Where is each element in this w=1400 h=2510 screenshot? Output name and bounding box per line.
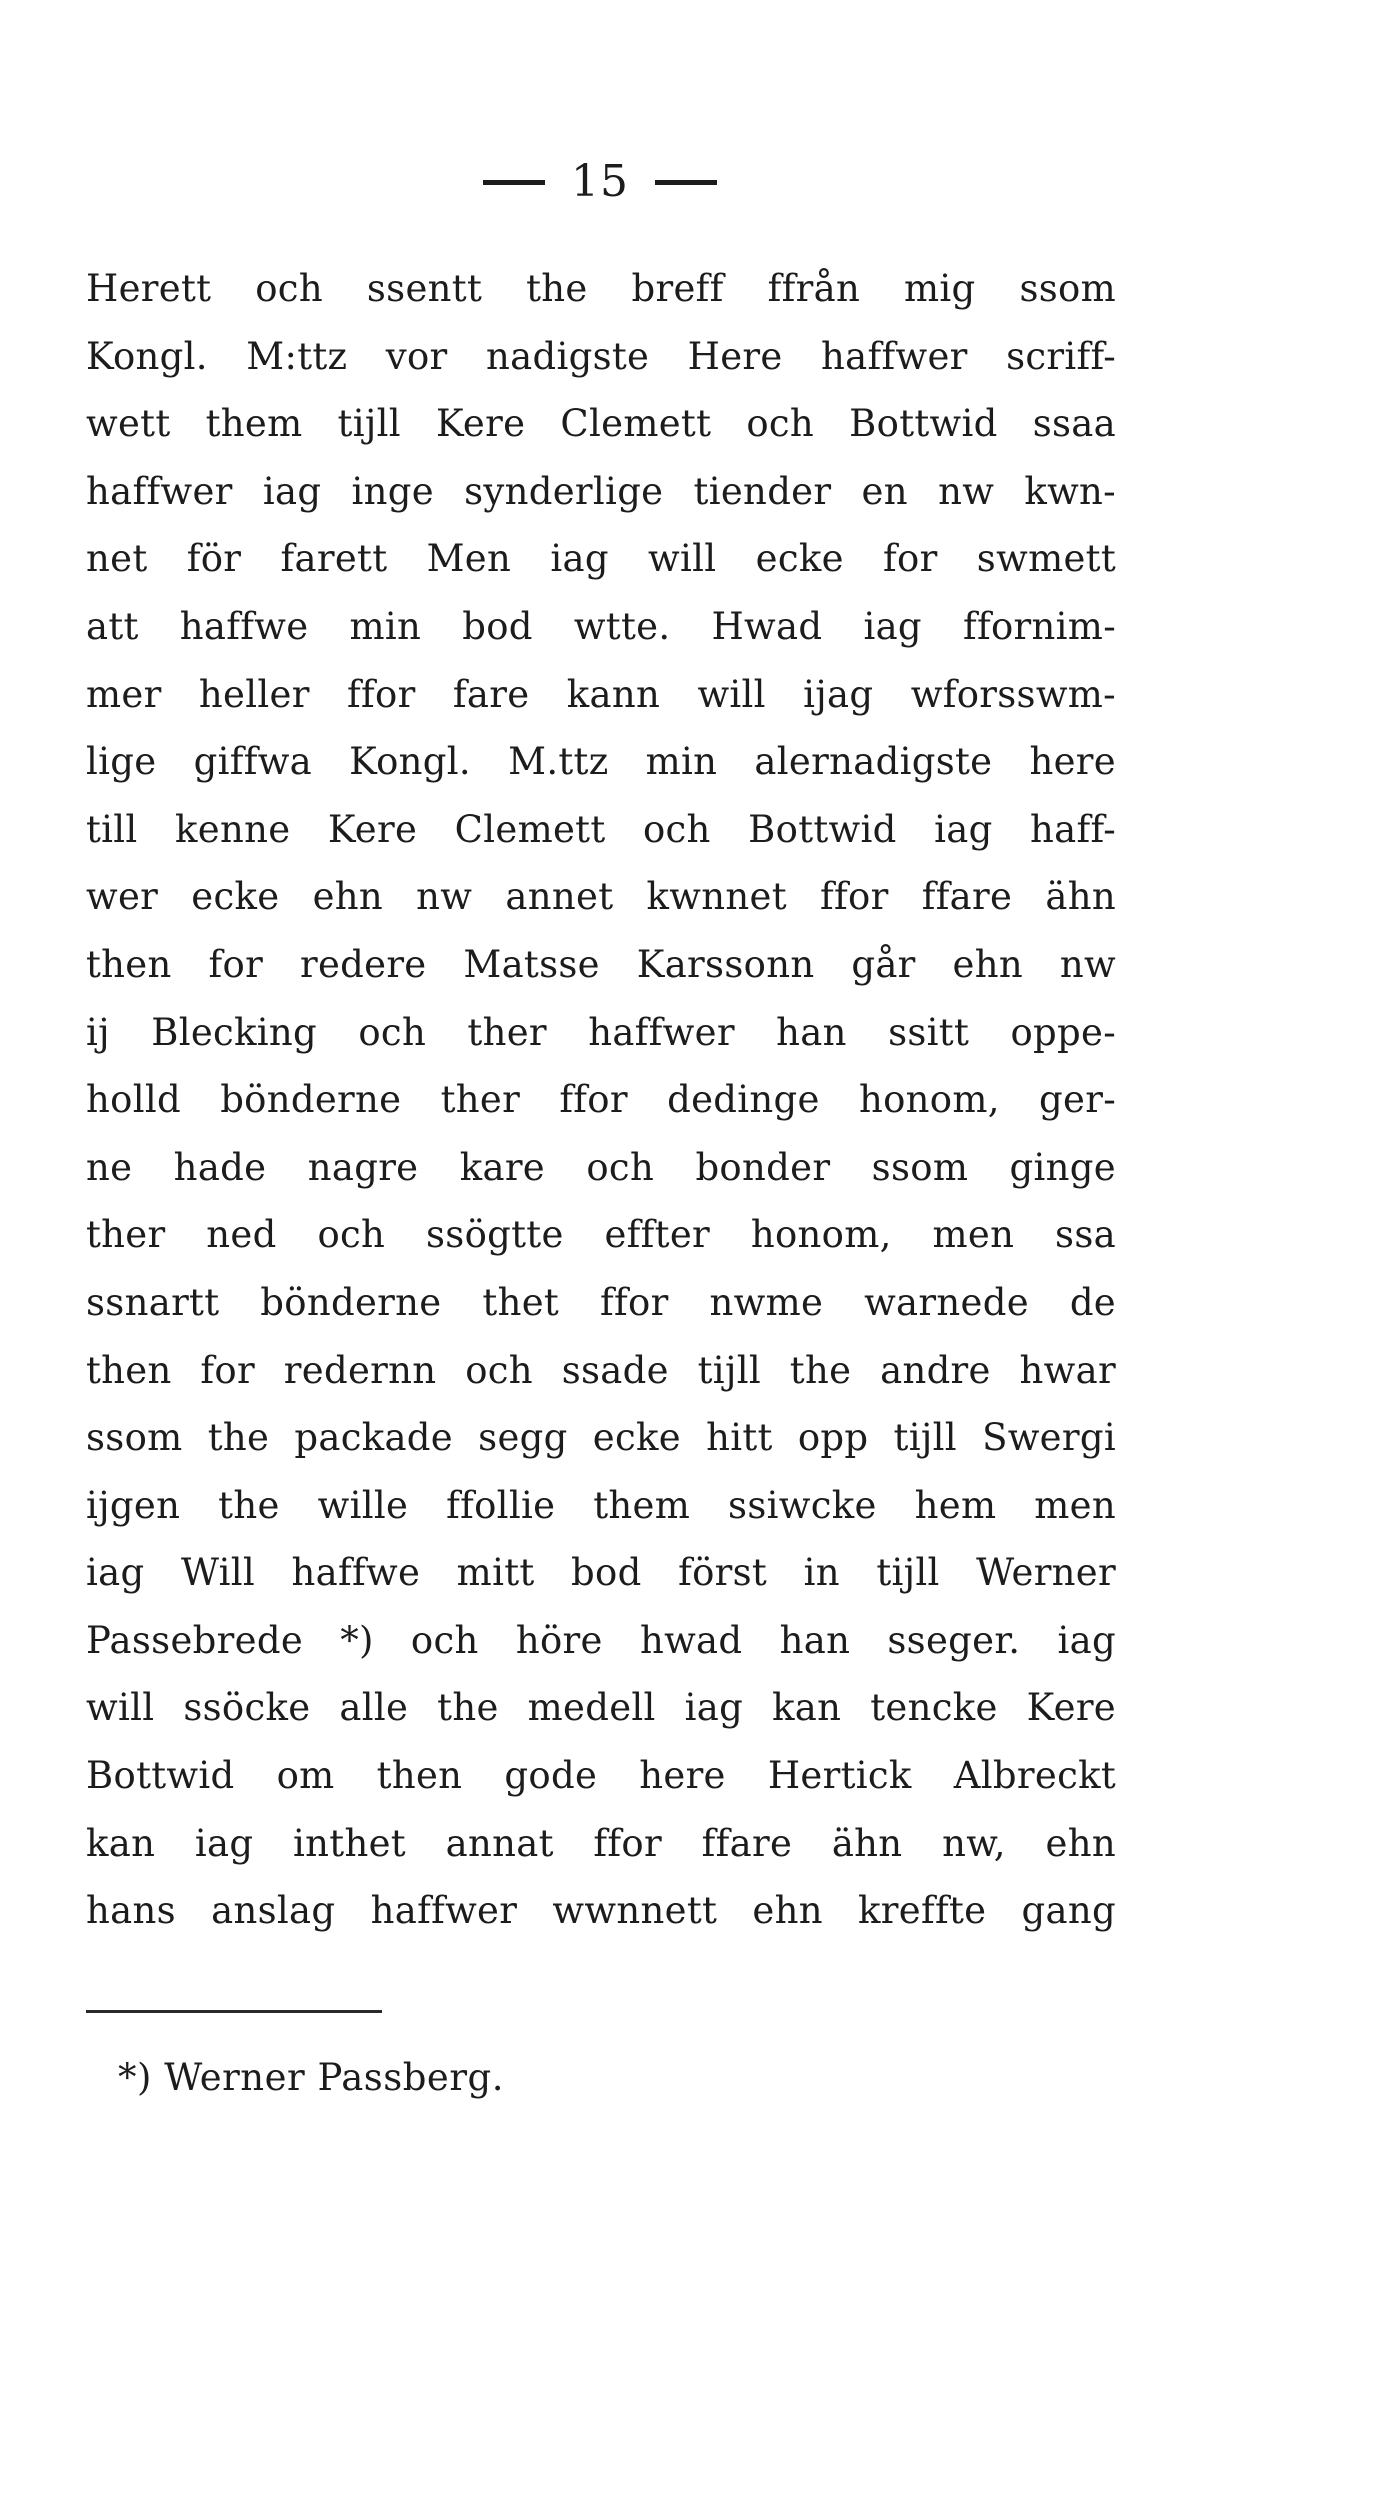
text-line: then for redernn och ssade tijll the andre hwar: [86, 1348, 1116, 1392]
text-line: wer ecke ehn nw annet kwnnet ffor ffare ähn: [86, 875, 1116, 919]
text-line: Passebrede *) och höre hwad han sseger. iag: [86, 1618, 1116, 1662]
text-line: ther ned och ssögtte effter honom, men ssa: [86, 1213, 1116, 1257]
text-line: ssom the packade segg ecke hitt opp tijll Swergi: [86, 1416, 1116, 1460]
text-line: Kongl. M:ttz vor nadigste Here haffwer scriff-: [86, 334, 1116, 378]
page-header: [400, 152, 800, 212]
text-line: holld bönderne ther ffor dedinge honom, ger-: [86, 1078, 1116, 1122]
footnote: [118, 2048, 504, 2108]
text-line: ijgen the wille ffollie them ssiwcke hem men: [86, 1483, 1116, 1527]
text-line: iag Will haffwe mitt bod först in tijll Werner: [86, 1551, 1116, 1595]
text-line: wett them tijll Kere Clemett och Bottwid ssaa: [86, 402, 1116, 446]
header-right-rule: [655, 180, 717, 185]
text-line: Herett och ssentt the breff ffrån mig ssom: [86, 267, 1116, 310]
header-left-rule: [483, 180, 545, 185]
text-line: net för farett Men iag will ecke for swmett: [86, 537, 1116, 581]
text-line: will ssöcke alle the medell iag kan tencke Kere: [86, 1686, 1116, 1730]
footnote-text: Werner Passberg.: [164, 2056, 504, 2099]
page-number: 15: [571, 156, 629, 207]
text-line: mer heller ffor fare kann will ijag wforsswm-: [86, 672, 1116, 716]
text-line: ssnartt bönderne thet ffor nwme warnede de: [86, 1280, 1116, 1324]
footnote-marker: *): [118, 2056, 152, 2099]
footnote-divider: [86, 2010, 382, 2013]
text-line: hans anslag haffwer wwnnett ehn kreffte gang: [86, 1889, 1116, 1933]
body-text: [86, 255, 1116, 1945]
text-line: lige giffwa Kongl. M.ttz min alernadigste here: [86, 740, 1116, 784]
text-line: ne hade nagre kare och bonder ssom ginge: [86, 1145, 1116, 1189]
text-line: Bottwid om then gode here Hertick Albreckt: [86, 1754, 1116, 1798]
text-line: kan iag inthet annat ffor ffare ähn nw, ehn: [86, 1821, 1116, 1865]
text-line: ij Blecking och ther haffwer han ssitt oppe-: [86, 1010, 1116, 1054]
text-line: att haffwe min bod wtte. Hwad iag ffornim-: [86, 604, 1116, 648]
text-line: till kenne Kere Clemett och Bottwid iag haff-: [86, 807, 1116, 851]
text-line: then for redere Matsse Karssonn går ehn nw: [86, 942, 1116, 986]
text-line: haffwer iag inge synderlige tiender en nw kwn-: [86, 469, 1116, 513]
